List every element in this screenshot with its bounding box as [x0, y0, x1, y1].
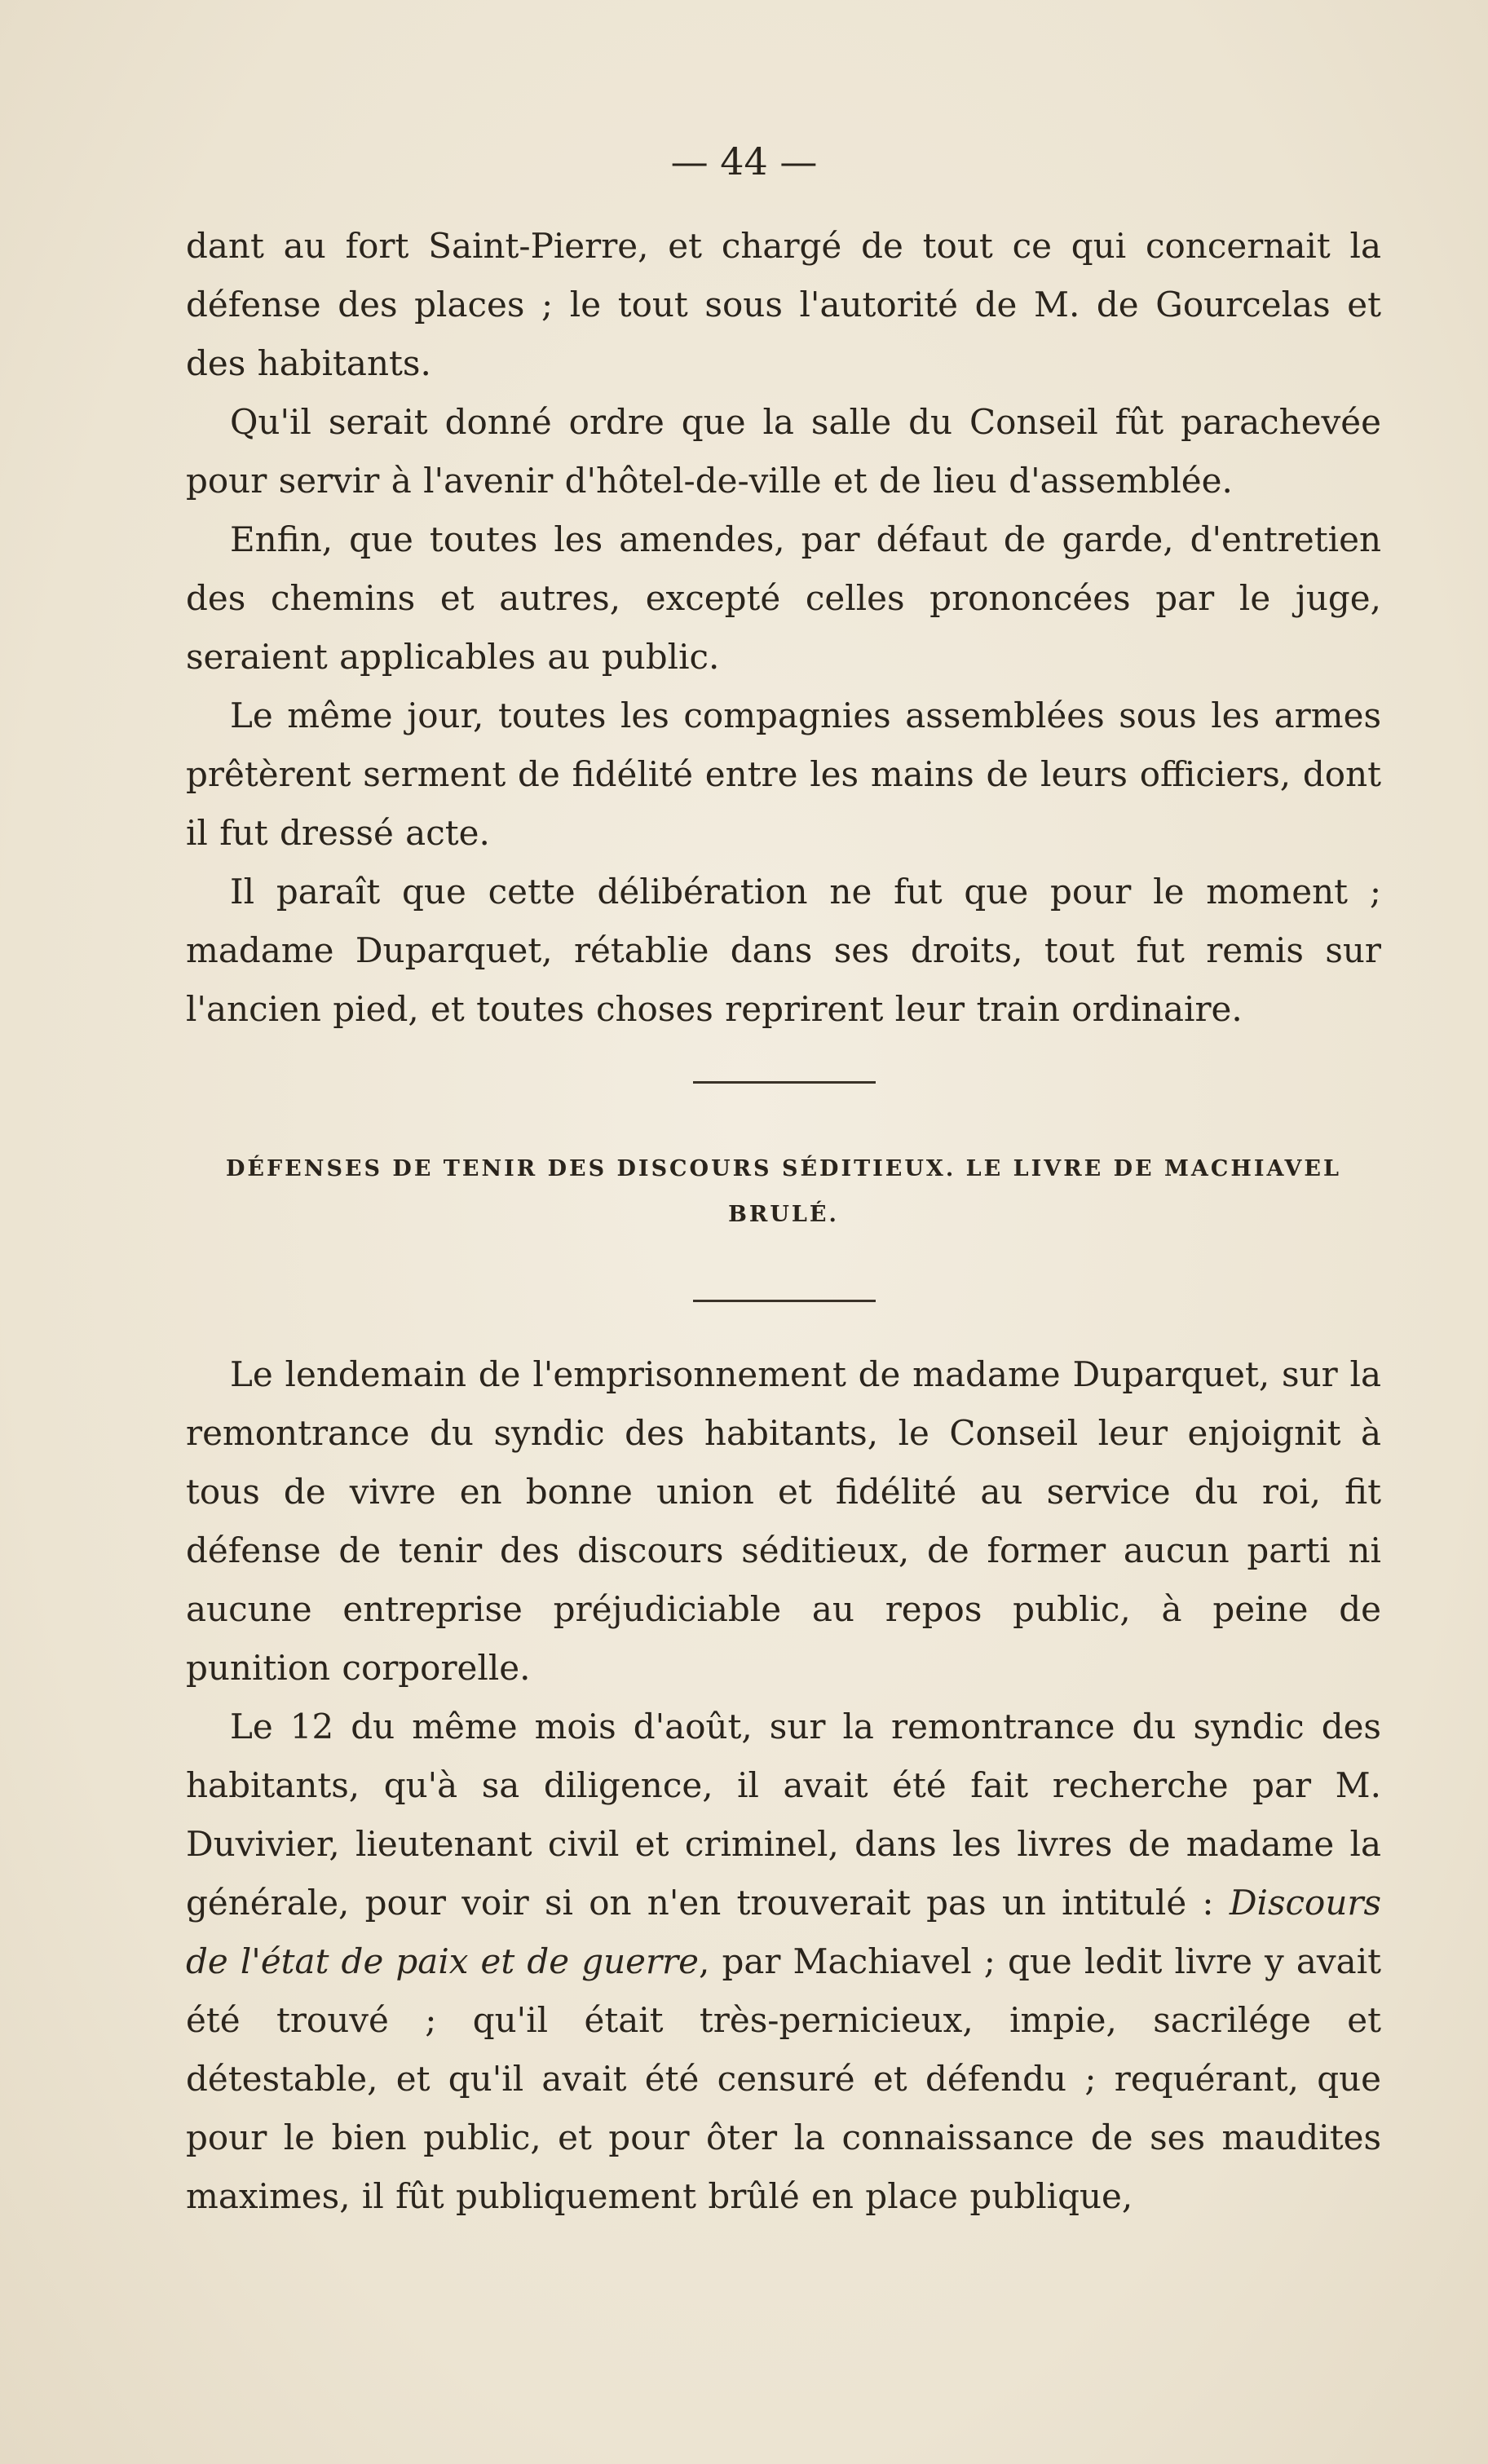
section-heading-line: BRULÉ.: [728, 1202, 839, 1227]
paragraph: Le même jour, toutes les compagnies assemblées sous les armes prêtèrent serment de fidélité entre les mains de leurs officiers, dont il fut dressé acte.: [186, 695, 1381, 853]
section-heading-line: DÉFENSES DE TENIR DES DISCOURS SÉDITIEUX. LE LIVRE DE MACHIAVEL: [226, 1156, 1341, 1181]
paragraph-text: , par Machiavel ; que ledit livre y avait été trouvé ; qu'il était très-pernicieux, impie, sacrilége et détestable, et qu'il avait été censuré et défendu ; requérant, que pour le bien public, et pour ôter la connaissance de ses maudites maximes, il fût publiquement brûlé en place publique,: [186, 1941, 1381, 2216]
text-block-bottom: [186, 1345, 1381, 2226]
paragraph: Qu'il serait donné ordre que la salle du Conseil fût parachevée pour servir à l'avenir d'hôtel-de-ville et de lieu d'assemblée.: [186, 402, 1381, 501]
section-heading: [186, 1146, 1381, 1238]
page-number: — 44 —: [670, 139, 818, 183]
paragraph-text: Le 12 du même mois d'août, sur la remontrance du syndic des habitants, qu'à sa diligence, il avait été fait recherche par M. Duvivier, lieutenant civil et criminel, dans les livres de madame la générale, pour voir si on n'en trouverait pas un intitulé :: [186, 1707, 1381, 1923]
paragraph: [186, 1698, 1381, 2226]
paragraph: Enfin, que toutes les amendes, par défaut de garde, d'entretien des chemins et autres, excepté celles prononcées par le juge, seraient applicables au public.: [186, 519, 1381, 677]
paragraph: dant au fort Saint-Pierre, et chargé de tout ce qui concernait la défense des places ; le tout sous l'autorité de M. de Gourcelas et des habitants.: [186, 226, 1381, 383]
text-block-top: [186, 217, 1381, 1039]
section-divider-bottom: [693, 1300, 876, 1302]
section-divider-top: [693, 1081, 876, 1084]
paragraph: Le lendemain de l'emprisonnement de madame Duparquet, sur la remontrance du syndic des habitants, le Conseil leur enjoignit à tous de vivre en bonne union et fidélité au service du roi, fit défense de tenir des discours séditieux, de former aucun parti ni aucune entreprise préjudiciable au repos public, à peine de punition corporelle.: [186, 1354, 1381, 1688]
paragraph: Il paraît que cette délibération ne fut que pour le moment ; madame Duparquet, rétablie dans ses droits, tout fut remis sur l'ancien pied, et toutes choses reprirent leur train ordinaire.: [186, 872, 1381, 1029]
book-title: Discours de l'état de paix et de guerre: [186, 1883, 1381, 1981]
